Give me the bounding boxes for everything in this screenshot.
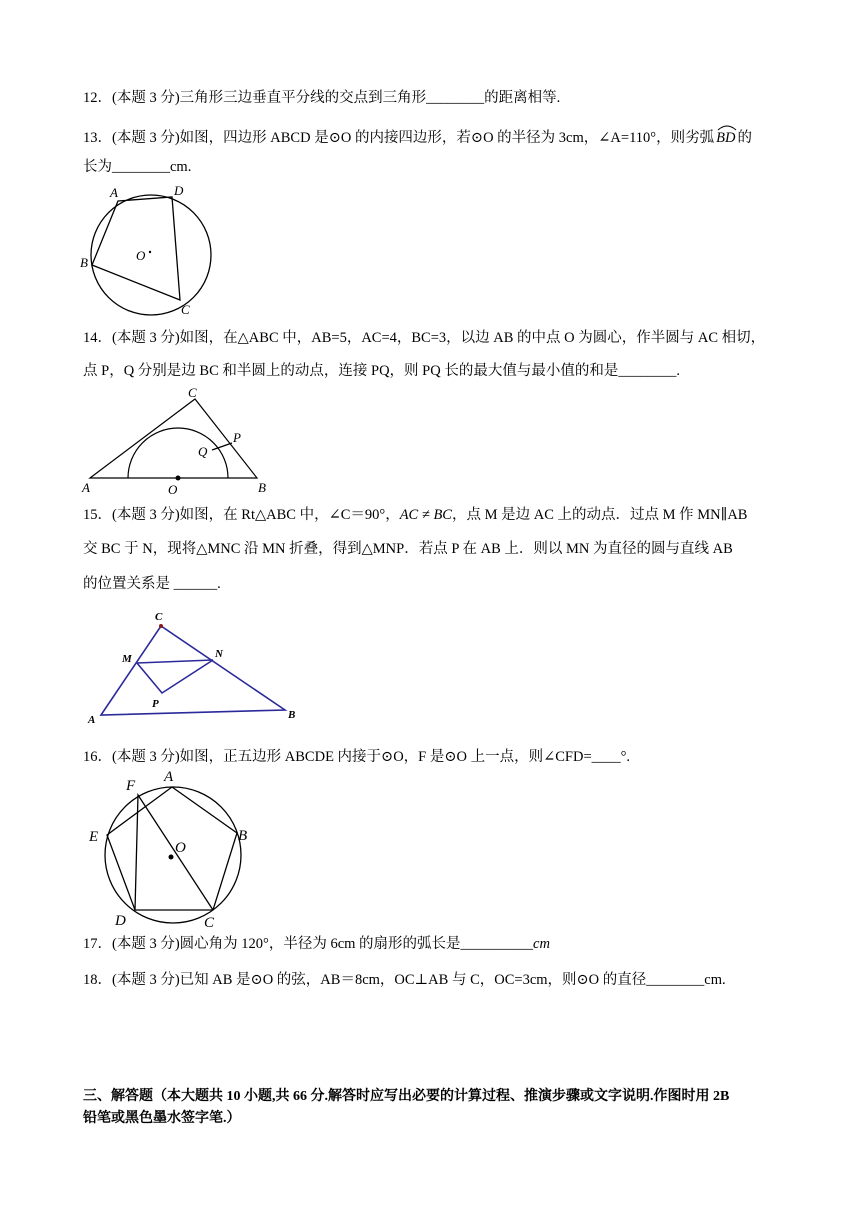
q16-label-o: O	[175, 840, 186, 856]
q13-text: 13．(本题 3 分)如图，四边形 ABCD 是⊙O 的内接四边形，若⊙O 的半径为 3cm，∠A=110°，则劣弧	[83, 130, 715, 146]
q13-after-arc: 的	[737, 130, 752, 146]
q15-label-m: M	[122, 653, 132, 665]
q13-label-d: D	[174, 183, 184, 198]
q15-label-c: C	[155, 611, 163, 623]
q15-text-line1	[83, 505, 747, 525]
section3-heading-line2: 铅笔或黑色墨水签字笔.）	[83, 1111, 241, 1126]
arc-mark-icon	[716, 123, 738, 131]
q15-text-a: 15．(本题 3 分)如图，在 Rt△ABC 中，∠C＝90°，	[83, 507, 400, 523]
q15-label-p: P	[152, 698, 159, 710]
q15-figure	[80, 605, 310, 730]
q15-label-n: N	[215, 648, 223, 660]
q13-text-line1	[83, 128, 752, 148]
q13-figure	[80, 180, 220, 320]
q12-text: 12．(本题 3 分)三角形三边垂直平分线的交点到三角形________的距离相等.	[83, 90, 561, 106]
q14-label-p: P	[233, 430, 241, 445]
q16-label-b: B	[238, 828, 248, 844]
q13-text-line2: 长为________cm.	[83, 159, 192, 175]
q16-label-a: A	[164, 769, 174, 785]
q15-label-b: B	[288, 709, 296, 721]
q17-text: 17．(本题 3 分)圆心角为 120°，半径为 6cm 的扇形的弧长是__________	[83, 936, 534, 952]
q16-label-c: C	[204, 915, 215, 931]
q16-label-e: E	[89, 829, 99, 845]
q13-arc-symbol	[716, 128, 735, 148]
q14-text-line1: 14．(本题 3 分)如图，在△ABC 中，AB=5，AC=4，BC=3，以边 AB 的中点 O 为圆心，作半圆与 AC 相切，	[83, 330, 766, 346]
q17-unit: cm	[533, 936, 550, 952]
q16-figure	[80, 765, 260, 935]
q13-label-o: O	[136, 248, 146, 263]
q15-math: AC ≠ BC	[399, 507, 452, 523]
q13-label-b: B	[80, 255, 88, 270]
q14-label-c: C	[188, 385, 197, 400]
q13-label-c: C	[181, 302, 190, 317]
q18-text: 18．(本题 3 分)已知 AB 是⊙O 的弦，AB＝8cm，OC⊥AB 与 C，OC=3cm，则⊙O 的直径________cm.	[83, 972, 726, 988]
section3-heading-line1: 三、解答题（本大题共 10 小题,共 66 分.解答时应写出必要的计算过程、推演步骤或文字说明.作图时用 2B	[83, 1089, 730, 1104]
q13-label-a: A	[110, 185, 118, 200]
q16-label-f: F	[126, 778, 136, 794]
q15-text-line3: 的位置关系是 ______.	[83, 576, 221, 592]
q14-label-a: A	[82, 480, 90, 495]
q14-label-b: B	[258, 480, 266, 495]
q14-figure	[80, 385, 280, 500]
q17-text-line	[83, 934, 550, 954]
q15-text-line2: 交 BC 于 N，现将△MNC 沿 MN 折叠，得到△MNP．若点 P 在 AB 上．则以 MN 为直径的圆与直线 AB	[83, 541, 733, 557]
q14-label-q: Q	[198, 444, 208, 459]
q14-text-line2: 点 P，Q 分别是边 BC 和半圆上的动点，连接 PQ，则 PQ 长的最大值与最小值的和是________.	[83, 363, 680, 379]
q14-label-o: O	[168, 482, 178, 497]
q16-text: 16．(本题 3 分)如图，正五边形 ABCDE 内接于⊙O，F 是⊙O 上一点，则∠CFD=____°.	[83, 749, 631, 765]
q15-text-b: ，点 M 是边 AC 上的动点．过点 M 作 MN∥AB	[451, 507, 748, 523]
q13-arc-label: BD	[716, 130, 736, 146]
q16-label-d: D	[115, 913, 126, 929]
q15-label-a: A	[88, 714, 96, 726]
